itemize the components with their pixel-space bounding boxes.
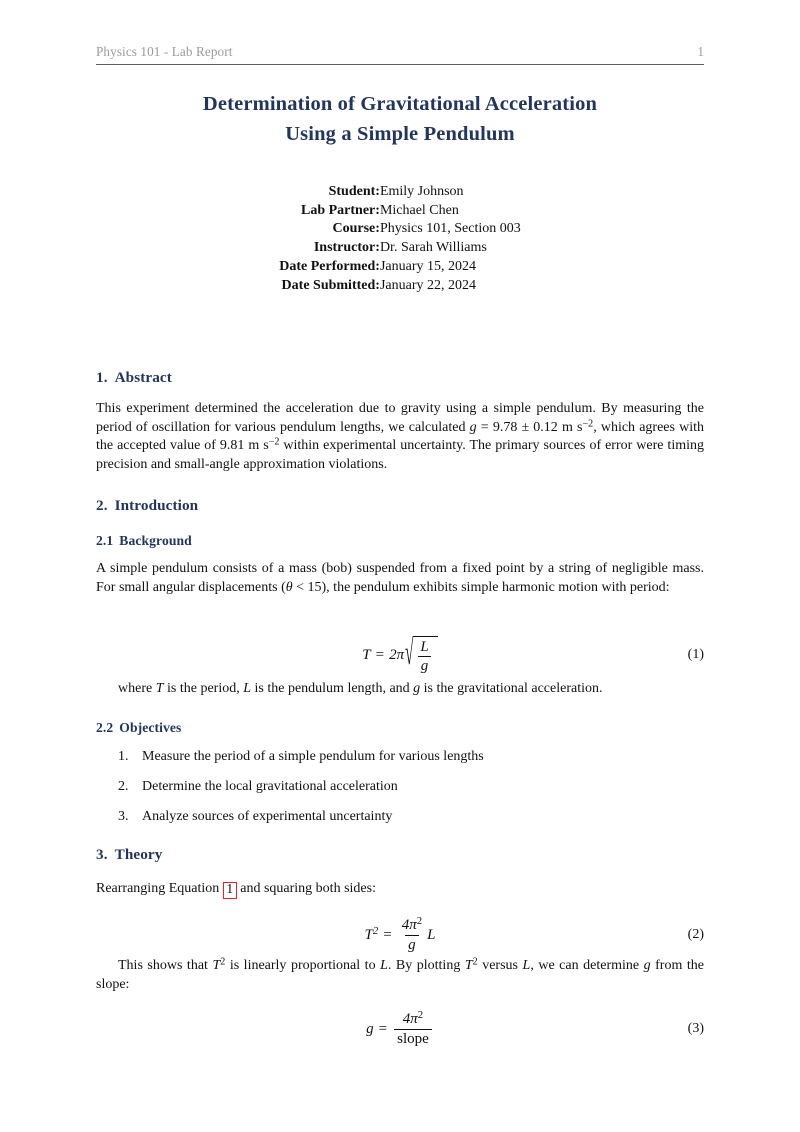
- theory-intro-before: Rearranging Equation: [96, 881, 223, 896]
- conclusion-T2: T: [464, 958, 473, 973]
- table-row: [279, 183, 520, 202]
- heading-text: Abstract: [114, 369, 172, 386]
- abstract-g-uncertainty: 0.12 m s: [529, 419, 583, 435]
- background-theta: θ: [285, 579, 293, 595]
- heading-abstract: [96, 369, 704, 387]
- equation-2-numerator: [399, 917, 425, 934]
- abstract-plusminus: ±: [521, 419, 530, 435]
- metadata-label-date-submitted: Date Submitted:: [281, 277, 380, 293]
- equation-2-trailing: L: [427, 926, 436, 943]
- metadata-label-student: Student:: [328, 184, 380, 199]
- theory-intro-after: and squaring both sides:: [236, 881, 376, 896]
- table-row: [279, 220, 520, 239]
- heading-number: 2.2: [96, 720, 114, 735]
- table-row: [279, 239, 520, 258]
- equation-1-body: [362, 636, 437, 674]
- heading-text: Introduction: [114, 497, 199, 514]
- equation-1-fraction: [417, 639, 431, 674]
- subsection-background: [96, 533, 704, 549]
- abstract-g-symbol: g: [469, 419, 477, 435]
- abstract-accepted-exponent: −2: [268, 436, 280, 448]
- conclusion-T2-exponent: 2: [472, 956, 478, 968]
- page-title: [96, 89, 704, 149]
- heading-number: 2.: [96, 497, 108, 514]
- heading-text: Theory: [114, 846, 163, 863]
- equation-2: [96, 915, 704, 955]
- document-page: [96, 0, 704, 1132]
- theory-intro-text: [96, 880, 704, 899]
- equation-2-fraction: [399, 917, 425, 952]
- metadata-label-course: Course:: [332, 221, 380, 237]
- section-introduction: [96, 497, 704, 515]
- list-item-label: Determine the local gravitational acceleration: [142, 779, 398, 795]
- abstract-text-part2: , which agrees with the accepted value of 9.81 m s: [96, 419, 704, 454]
- where-part4: is the gravitational acceleration.: [420, 681, 603, 696]
- subsection-objectives: [96, 720, 704, 736]
- metadata-value-lab-partner: Michael Chen: [379, 202, 459, 218]
- abstract-text: [96, 400, 704, 475]
- list-item-marker: 3.: [118, 809, 129, 825]
- equation-2-lhs-symbol: T: [364, 926, 373, 943]
- where-text: [96, 680, 704, 699]
- background-text-part2: < 15), the pendulum exhibits simple harmonic motion with period:: [292, 579, 670, 595]
- list-item: [96, 748, 704, 767]
- equation-reference-link[interactable]: 1: [223, 882, 237, 899]
- paragraph-abstract: [96, 400, 704, 475]
- heading-background: [96, 533, 704, 549]
- heading-text: Background: [119, 533, 192, 548]
- theory-conclusion-text: [96, 957, 704, 994]
- equation-3-numerator-exponent: 2: [417, 1009, 424, 1022]
- equation-3: [96, 1008, 704, 1050]
- heading-number: 1.: [96, 369, 108, 386]
- equation-1-numerator: L: [420, 638, 429, 655]
- conclusion-g: g: [643, 958, 651, 973]
- equation-1-radicand: [413, 636, 437, 674]
- heading-text: Objectives: [119, 720, 182, 735]
- header-rule: [96, 64, 704, 65]
- metadata-table: [279, 183, 520, 295]
- equation-2-equals: =: [383, 926, 392, 943]
- metadata-label-instructor: Instructor:: [313, 240, 380, 256]
- metadata-block: [96, 183, 704, 295]
- section-abstract: [96, 369, 704, 387]
- equation-3-numerator-text: 4π: [402, 1011, 418, 1028]
- paragraph-theory-conclusion: [96, 957, 704, 994]
- metadata-value-date-submitted: January 22, 2024: [379, 277, 476, 293]
- abstract-g-exponent: −2: [582, 418, 594, 430]
- conclusion-T: T: [212, 958, 221, 973]
- metadata-value-instructor: Dr. Sarah Williams: [379, 240, 487, 256]
- conclusion-L2: L: [522, 958, 531, 973]
- where-part3: is the pendulum length, and: [251, 681, 414, 696]
- background-text: [96, 560, 704, 597]
- metadata-value-date-performed: January 15, 2024: [379, 258, 476, 274]
- where-part2: is the period,: [163, 681, 244, 696]
- table-row: [279, 258, 520, 277]
- abstract-g-equals: = 9.78: [476, 419, 522, 435]
- paragraph-background: [96, 560, 704, 597]
- equation-1-caption: [96, 680, 704, 699]
- abstract-text-part1: This experiment determined the acceleration due to gravity using a simple pendulum. By measuring the period of oscillation for various pendulum lengths, we calculated: [96, 401, 704, 435]
- conclusion-L: L: [380, 958, 388, 973]
- heading-introduction: [96, 497, 704, 515]
- heading-number: 2.1: [96, 533, 114, 548]
- equation-2-lhs: [364, 924, 379, 944]
- where-part1: where: [118, 681, 156, 696]
- table-row: [279, 277, 520, 296]
- title-line-1: Determination of Gravitational Acceleration: [202, 93, 598, 115]
- running-header: [96, 44, 704, 70]
- equation-1-sqrt: [405, 636, 438, 674]
- equation-1-equals: =: [375, 646, 385, 663]
- equation-3-numerator: [400, 1011, 426, 1028]
- list-item-marker: 1.: [118, 749, 129, 764]
- equation-2-numerator-exponent: 2: [416, 915, 423, 928]
- title-line-2: Using a Simple Pendulum: [285, 123, 515, 145]
- metadata-value-student: Emily Johnson: [379, 184, 464, 199]
- paragraph-theory-intro: [96, 880, 704, 899]
- heading-number: 3.: [96, 846, 108, 863]
- equation-3-fraction: [394, 1011, 432, 1046]
- section-theory: [96, 846, 704, 864]
- equation-3-number: (3): [687, 1021, 704, 1036]
- heading-objectives: [96, 720, 704, 736]
- equation-1-denominator: g: [418, 656, 432, 674]
- where-L: L: [243, 681, 252, 696]
- conclusion-part1: This shows that: [118, 958, 213, 973]
- page-number: 1: [697, 44, 704, 59]
- equation-1-coefficient: 2π: [389, 646, 405, 663]
- equation-2-number: (2): [687, 927, 704, 942]
- list-item-label: Analyze sources of experimental uncertainty: [142, 809, 393, 825]
- equation-1: [96, 634, 704, 676]
- equation-3-equals: =: [378, 1020, 388, 1037]
- metadata-value-course: Physics 101, Section 003: [379, 221, 521, 237]
- objectives-list: [96, 748, 704, 827]
- header-title: Physics 101 - Lab Report: [96, 44, 233, 59]
- heading-theory: [96, 846, 704, 864]
- conclusion-part5: , we can determine: [530, 958, 644, 973]
- equation-2-body: [365, 917, 436, 952]
- equation-2-denominator: g: [405, 935, 419, 953]
- conclusion-T-exponent: 2: [220, 956, 226, 968]
- table-row: [279, 202, 520, 221]
- equation-1-lhs: T: [362, 646, 371, 663]
- where-g: g: [413, 681, 421, 696]
- metadata-label-lab-partner: Lab Partner:: [301, 202, 380, 218]
- list-item: [96, 808, 704, 827]
- equation-3-lhs: g: [366, 1020, 374, 1037]
- list-item: [96, 778, 704, 797]
- conclusion-part4: versus: [477, 958, 523, 973]
- where-T: T: [155, 681, 164, 696]
- equation-1-number: (1): [687, 647, 704, 662]
- equation-2-numerator-text: 4π: [401, 917, 417, 934]
- list-item-label: Measure the period of a simple pendulum for various lengths: [142, 749, 484, 764]
- equation-3-denominator: slope: [394, 1029, 432, 1047]
- abstract-text-part3: within experimental uncertainty. The primary sources of error were timing precision and small-angle approximation violations.: [96, 438, 704, 473]
- conclusion-part2: is linearly proportional to: [225, 958, 381, 973]
- equation-2-lhs-exponent: 2: [372, 924, 379, 937]
- metadata-label-date-performed: Date Performed:: [279, 258, 380, 274]
- radical-icon: √: [405, 635, 414, 673]
- background-text-part1: A simple pendulum consists of a mass (bob) suspended from a fixed point by a string of negligible mass. For small angular displacements (: [96, 561, 704, 595]
- equation-3-body: [366, 1011, 434, 1046]
- conclusion-part3: . By plotting: [387, 958, 465, 973]
- conclusion-part6: from the slope:: [96, 958, 704, 992]
- list-item-marker: 2.: [118, 779, 129, 795]
